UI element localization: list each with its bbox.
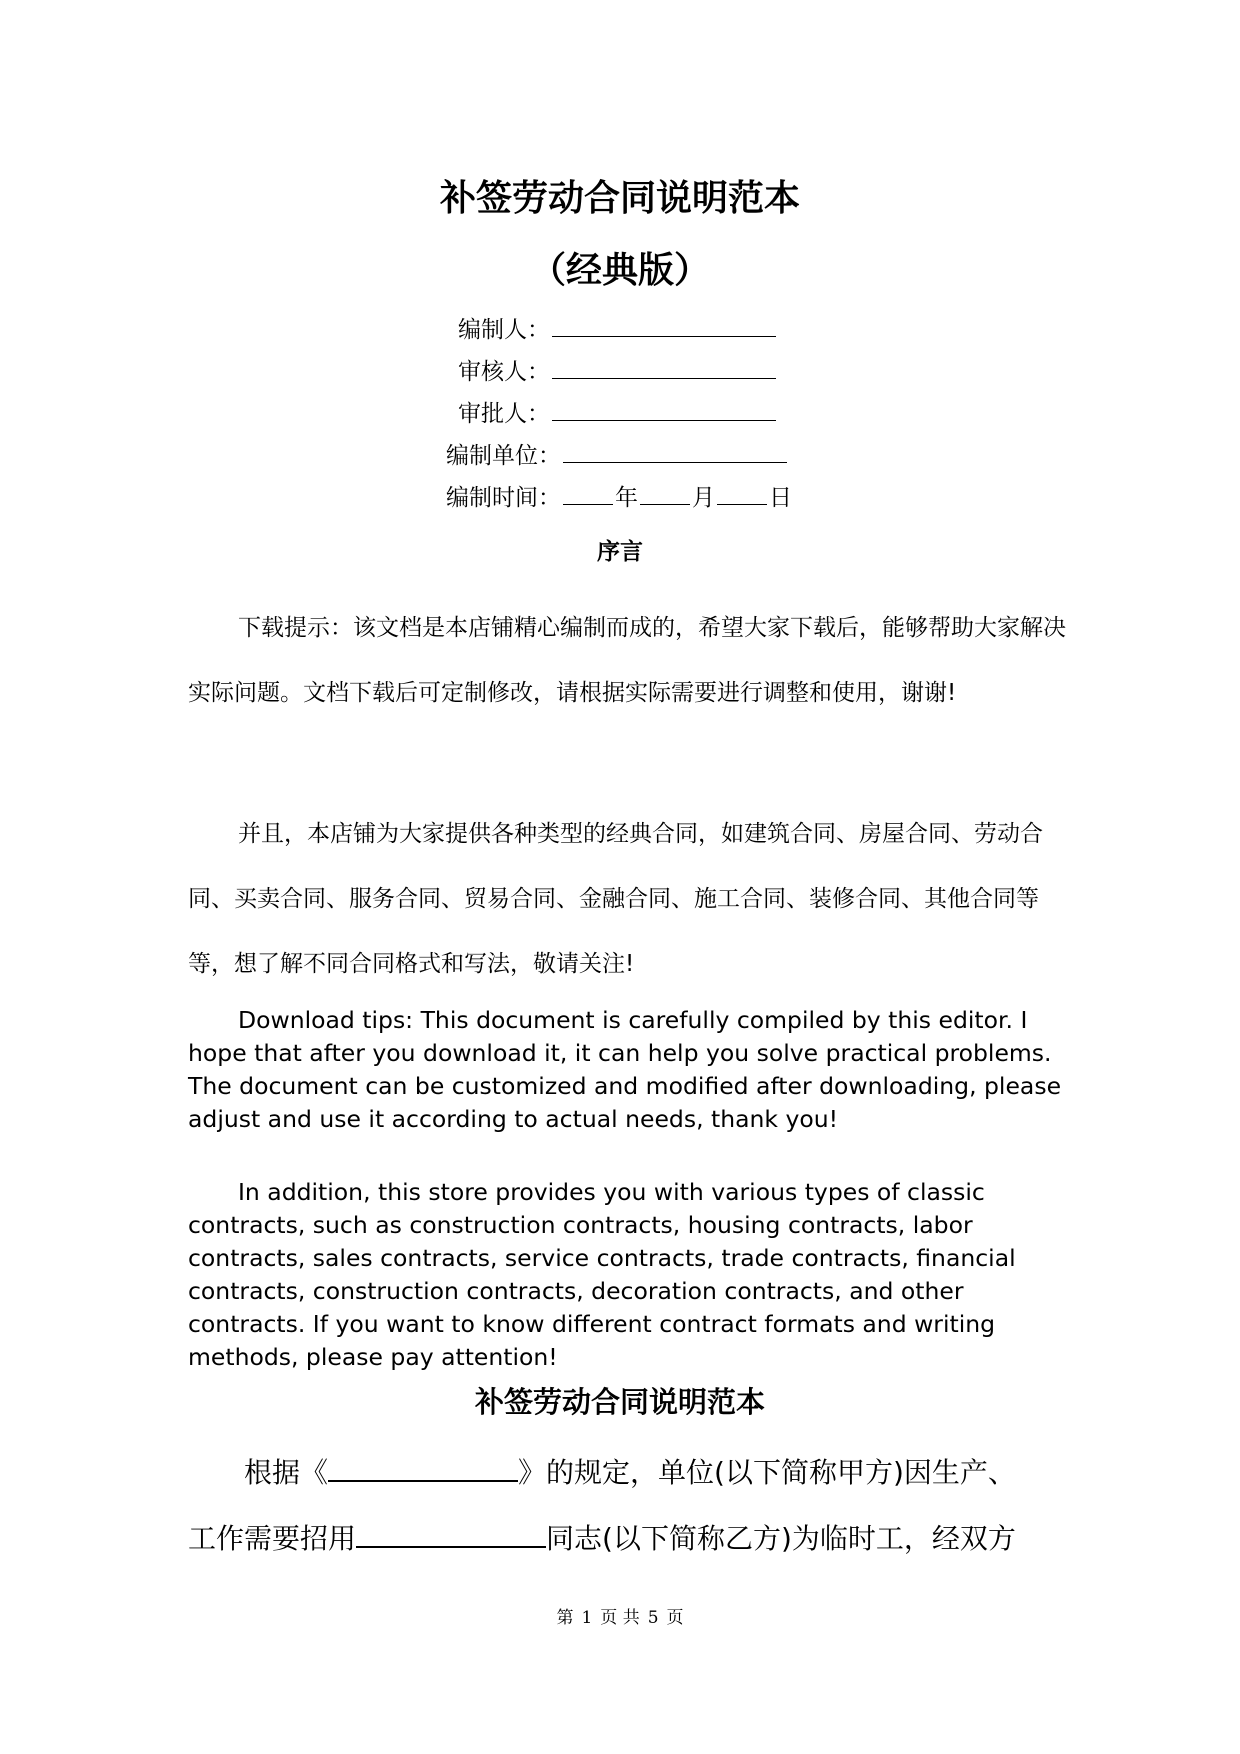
date-label: 编制时间：: [446, 485, 561, 511]
preface-paragraph-en-1: Download tips: This document is carefully compiled by this editor. I hope that after you download it, it can help you solve practical problems. The document can be customized and modified after downloading, please adjust and use it according to actual needs, thank you!: [188, 1006, 1062, 1133]
day-blank: [717, 484, 767, 505]
day-label: 日: [769, 485, 792, 511]
preface-paragraph-cn-1: 下载提示：该文档是本店铺精心编制而成的，希望大家下载后，能够帮助大家解决实际问题。文档下载后可定制修改，请根据实际需要进行调整和使用，谢谢!: [188, 615, 1066, 706]
body-line-1: [188, 1440, 1124, 1506]
body-line-2: [188, 1506, 1068, 1572]
employee-name-blank: [356, 1516, 546, 1548]
preface-paragraph-cn-2: 并且，本店铺为大家提供各种类型的经典合同，如建筑合同、房屋合同、劳动合同、买卖合同、服务合同、贸易合同、金融合同、施工合同、装修合同、其他合同等等，想了解不同合同格式和写法，敬请关注!: [188, 821, 1043, 977]
compiler-label: 编制人：: [458, 317, 550, 343]
page-footer: [0, 1610, 1240, 1627]
document-title: 补签劳动合同说明范本: [439, 177, 800, 219]
approver-label: 审批人：: [458, 401, 550, 427]
footer-suffix: 页: [666, 1608, 684, 1628]
footer-mid: 页 共: [600, 1608, 640, 1628]
year-label: 年: [615, 485, 638, 511]
compiler-field: [458, 316, 776, 342]
footer-prefix: 第: [556, 1608, 574, 1628]
year-blank: [563, 484, 613, 505]
unit-field: [446, 442, 787, 468]
body-line-1-end: 》的规定，单位(以下简称甲方)因生产、: [518, 1456, 1016, 1489]
preface-heading: 序言: [597, 539, 643, 565]
reviewer-field: [458, 358, 776, 384]
page-number: 1: [581, 1608, 593, 1628]
reviewer-label: 审核人：: [458, 359, 550, 385]
compiler-blank: [552, 316, 776, 337]
preface-paragraph-en-2: In addition, this store provides you with various types of classic contracts, such as construction contracts, housing contracts, labor contracts, sales contracts, service contracts, trade contracts, financial contracts, construction contracts, decoration contracts, and other contracts. If you want to know different contract formats and writing methods, please pay attention!: [188, 1178, 1016, 1371]
body-line-2-end: 同志(以下简称乙方)为临时工，经双方: [546, 1522, 1016, 1555]
approver-blank: [552, 400, 776, 421]
reviewer-blank: [552, 358, 776, 379]
unit-blank: [563, 442, 787, 463]
month-blank: [640, 484, 690, 505]
document-subtitle: （经典版）: [529, 249, 710, 291]
law-name-blank: [328, 1450, 518, 1482]
body-line-1-start: 根据《: [244, 1456, 329, 1489]
total-pages: 5: [647, 1608, 659, 1628]
unit-label: 编制单位：: [446, 443, 561, 469]
section-title: 补签劳动合同说明范本: [474, 1385, 765, 1419]
date-field: [446, 484, 792, 510]
approver-field: [458, 400, 776, 426]
month-label: 月: [692, 485, 715, 511]
body-line-2-start: 工作需要招用: [188, 1522, 357, 1555]
